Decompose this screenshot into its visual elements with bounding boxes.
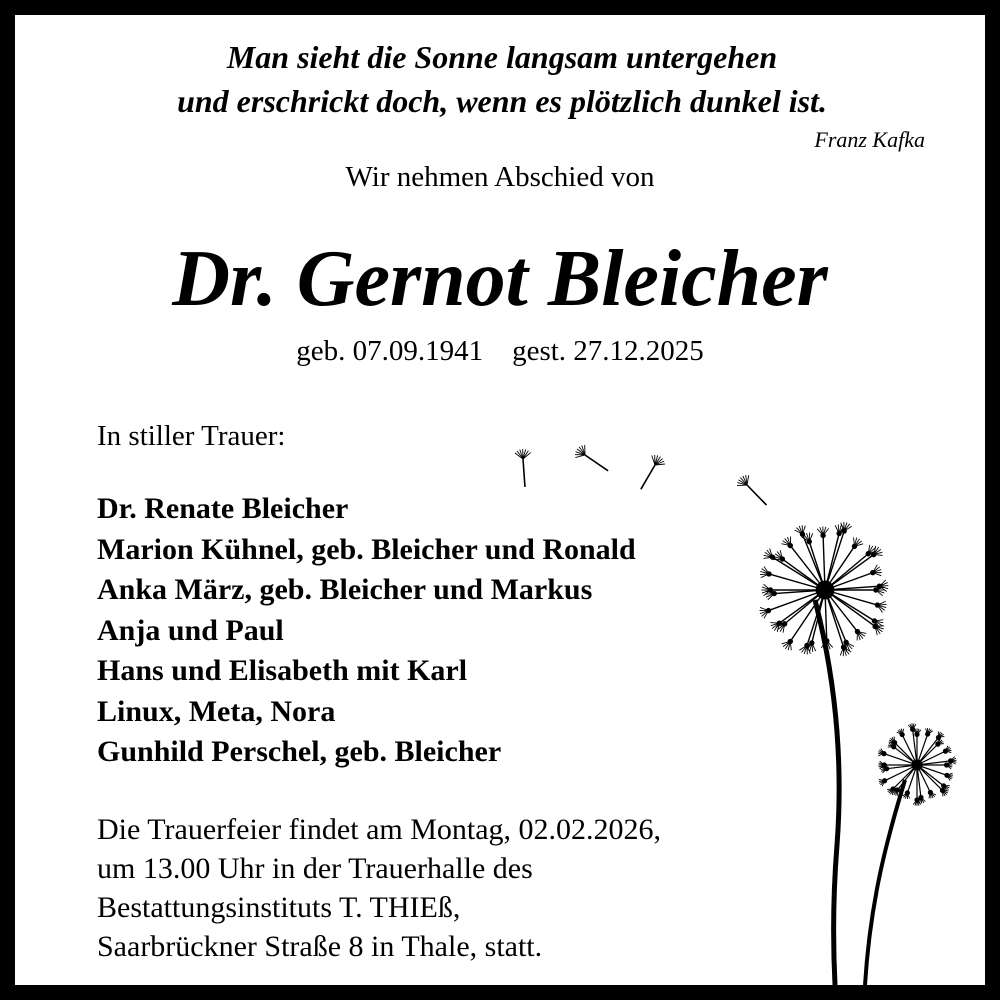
mourner-name: Hans und Elisabeth mit Karl [97, 654, 468, 687]
life-dates: geb. 07.09.1941 gest. 27.12.2025 [296, 335, 704, 367]
ceremony-line: Bestattungsinstituts T. THIEß, [97, 891, 461, 924]
mourning-label: In stiller Trauer: [97, 420, 286, 452]
mourner-name: Anka März, geb. Bleicher und Markus [97, 573, 593, 606]
deceased-name: Dr. Gernot Bleicher [172, 235, 828, 323]
mourner-name: Dr. Renate Bleicher [97, 492, 349, 525]
quote-line-1: Man sieht die Sonne langsam untergehen [226, 39, 778, 75]
ceremony-line: um 13.00 Uhr in der Trauerhalle des [97, 852, 533, 885]
dandelion-icon [485, 425, 965, 985]
mourner-name: Gunhild Perschel, geb. Bleicher [97, 735, 502, 768]
mourner-name: Marion Kühnel, geb. Bleicher und Ronald [97, 532, 636, 566]
mourner-name: Anja und Paul [97, 613, 284, 647]
mourner-name: Linux, Meta, Nora [97, 694, 336, 728]
quote-line-2: und erschrickt doch, wenn es plötzlich dunkel ist. [177, 83, 827, 119]
farewell-intro: Wir nehmen Abschied von [345, 161, 655, 193]
kafka-quote [15, 35, 987, 123]
ceremony-line: Saarbrückner Straße 8 in Thale, statt. [97, 930, 543, 963]
quote-author: Franz Kafka [814, 127, 925, 152]
ceremony-line: Die Trauerfeier findet am Montag, 02.02.2026, [97, 813, 662, 846]
